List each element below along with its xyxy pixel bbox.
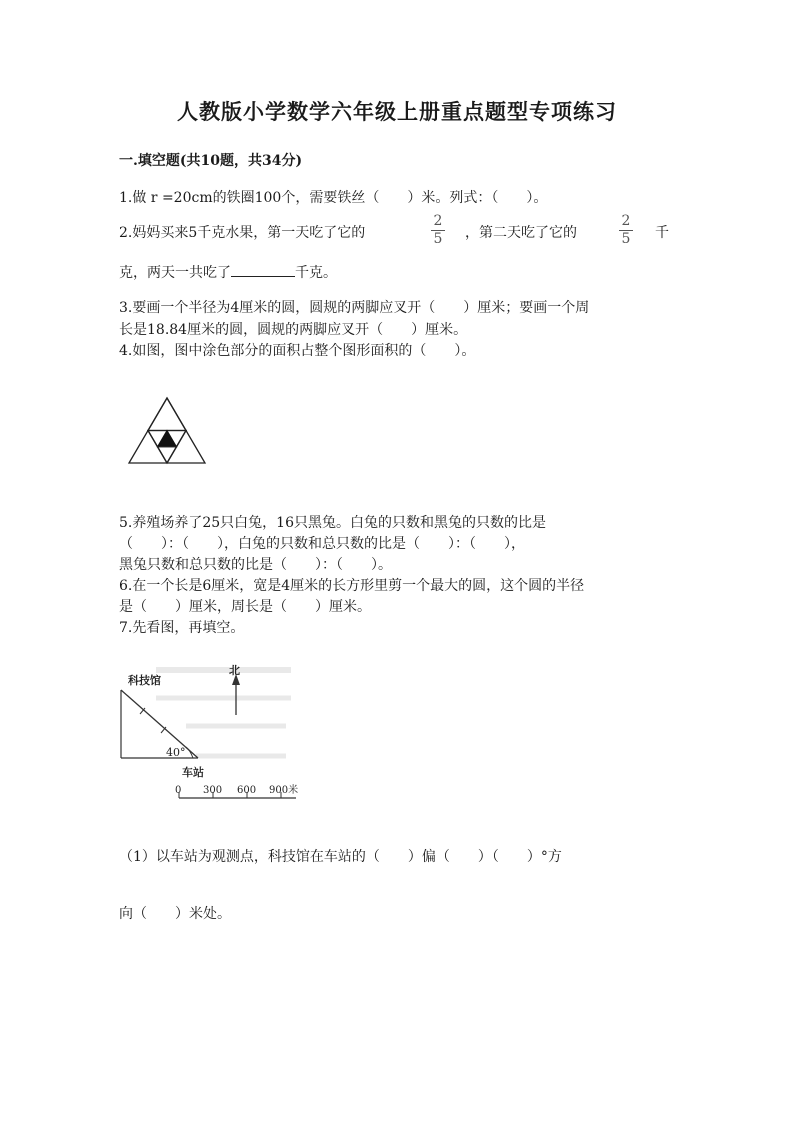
question-6-line1: 6.在一个长是6厘米，宽是4厘米的长方形里剪一个最大的圆，这个圆的半径 bbox=[119, 578, 585, 594]
question-5-line3: 黑兔只数和总只数的比是（ ）：（ ）。 bbox=[119, 557, 392, 573]
fraction-1-denominator: 5 bbox=[433, 231, 443, 247]
question-6-line2: 是（ ）厘米，周长是（ ）厘米。 bbox=[119, 599, 371, 615]
triangle-figure bbox=[127, 397, 207, 465]
question-7-1-line2: 向（ ）米处。 bbox=[119, 906, 231, 922]
question-7: 7.先看图，再填空。 bbox=[119, 620, 245, 636]
question-2-line2-end: 千克。 bbox=[295, 265, 337, 281]
question-2-part2: ，第二天吃了它的 bbox=[465, 225, 577, 241]
fraction-1 bbox=[431, 214, 445, 247]
station-label: 车站 bbox=[182, 766, 204, 779]
scale-label-900: 900米 bbox=[269, 785, 299, 796]
scale-label-300: 300 bbox=[203, 785, 223, 796]
museum-label: 科技馆 bbox=[128, 674, 161, 687]
angle-label: 40° bbox=[166, 746, 186, 759]
fraction-2 bbox=[619, 214, 633, 247]
question-2-part1: 2.妈妈买来5千克水果，第一天吃了它的 bbox=[119, 225, 366, 241]
question-2-line2-start: 克，两天一共吃了 bbox=[119, 265, 231, 281]
map-figure bbox=[116, 660, 316, 810]
scale-label-600: 600 bbox=[237, 785, 257, 796]
question-1: 1.做 r =20cm的铁圈100个，需要铁丝（ ）米。列式：（ ）。 bbox=[119, 190, 548, 206]
section-heading: 一.填空题(共10题，共34分) bbox=[119, 153, 303, 169]
question-5-line2: （ ）：（ ），白兔的只数和总只数的比是（ ）：（ ）， bbox=[119, 536, 525, 552]
question-7-1-line1: （1）以车站为观测点，科技馆在车站的（ ）偏（ ）（ ）°方 bbox=[119, 849, 562, 865]
question-2-line2 bbox=[119, 262, 337, 282]
north-label: 北 bbox=[229, 664, 240, 677]
question-5-line1: 5.养殖场养了25只白兔，16只黑兔。白兔的只数和黑兔的只数的比是 bbox=[119, 515, 546, 531]
fraction-2-numerator: 2 bbox=[621, 213, 631, 229]
question-3-line1: 3.要画一个半径为4厘米的圆，圆规的两脚应叉开（ ）厘米；要画一个周 bbox=[119, 300, 590, 316]
answer-blank[interactable] bbox=[231, 264, 295, 277]
question-3-line2: 长是18.84厘米的圆，圆规的两脚应叉开（ ）厘米。 bbox=[119, 322, 468, 338]
page-title: 人教版小学数学六年级上册重点题型专项练习 bbox=[177, 99, 617, 124]
scale-label-0: 0 bbox=[175, 785, 182, 796]
question-4: 4.如图，图中涂色部分的面积占整个图形面积的（ ）。 bbox=[119, 343, 476, 359]
fraction-1-numerator: 2 bbox=[433, 213, 443, 229]
question-2-part3: 千 bbox=[655, 225, 669, 241]
fraction-2-denominator: 5 bbox=[621, 231, 631, 247]
